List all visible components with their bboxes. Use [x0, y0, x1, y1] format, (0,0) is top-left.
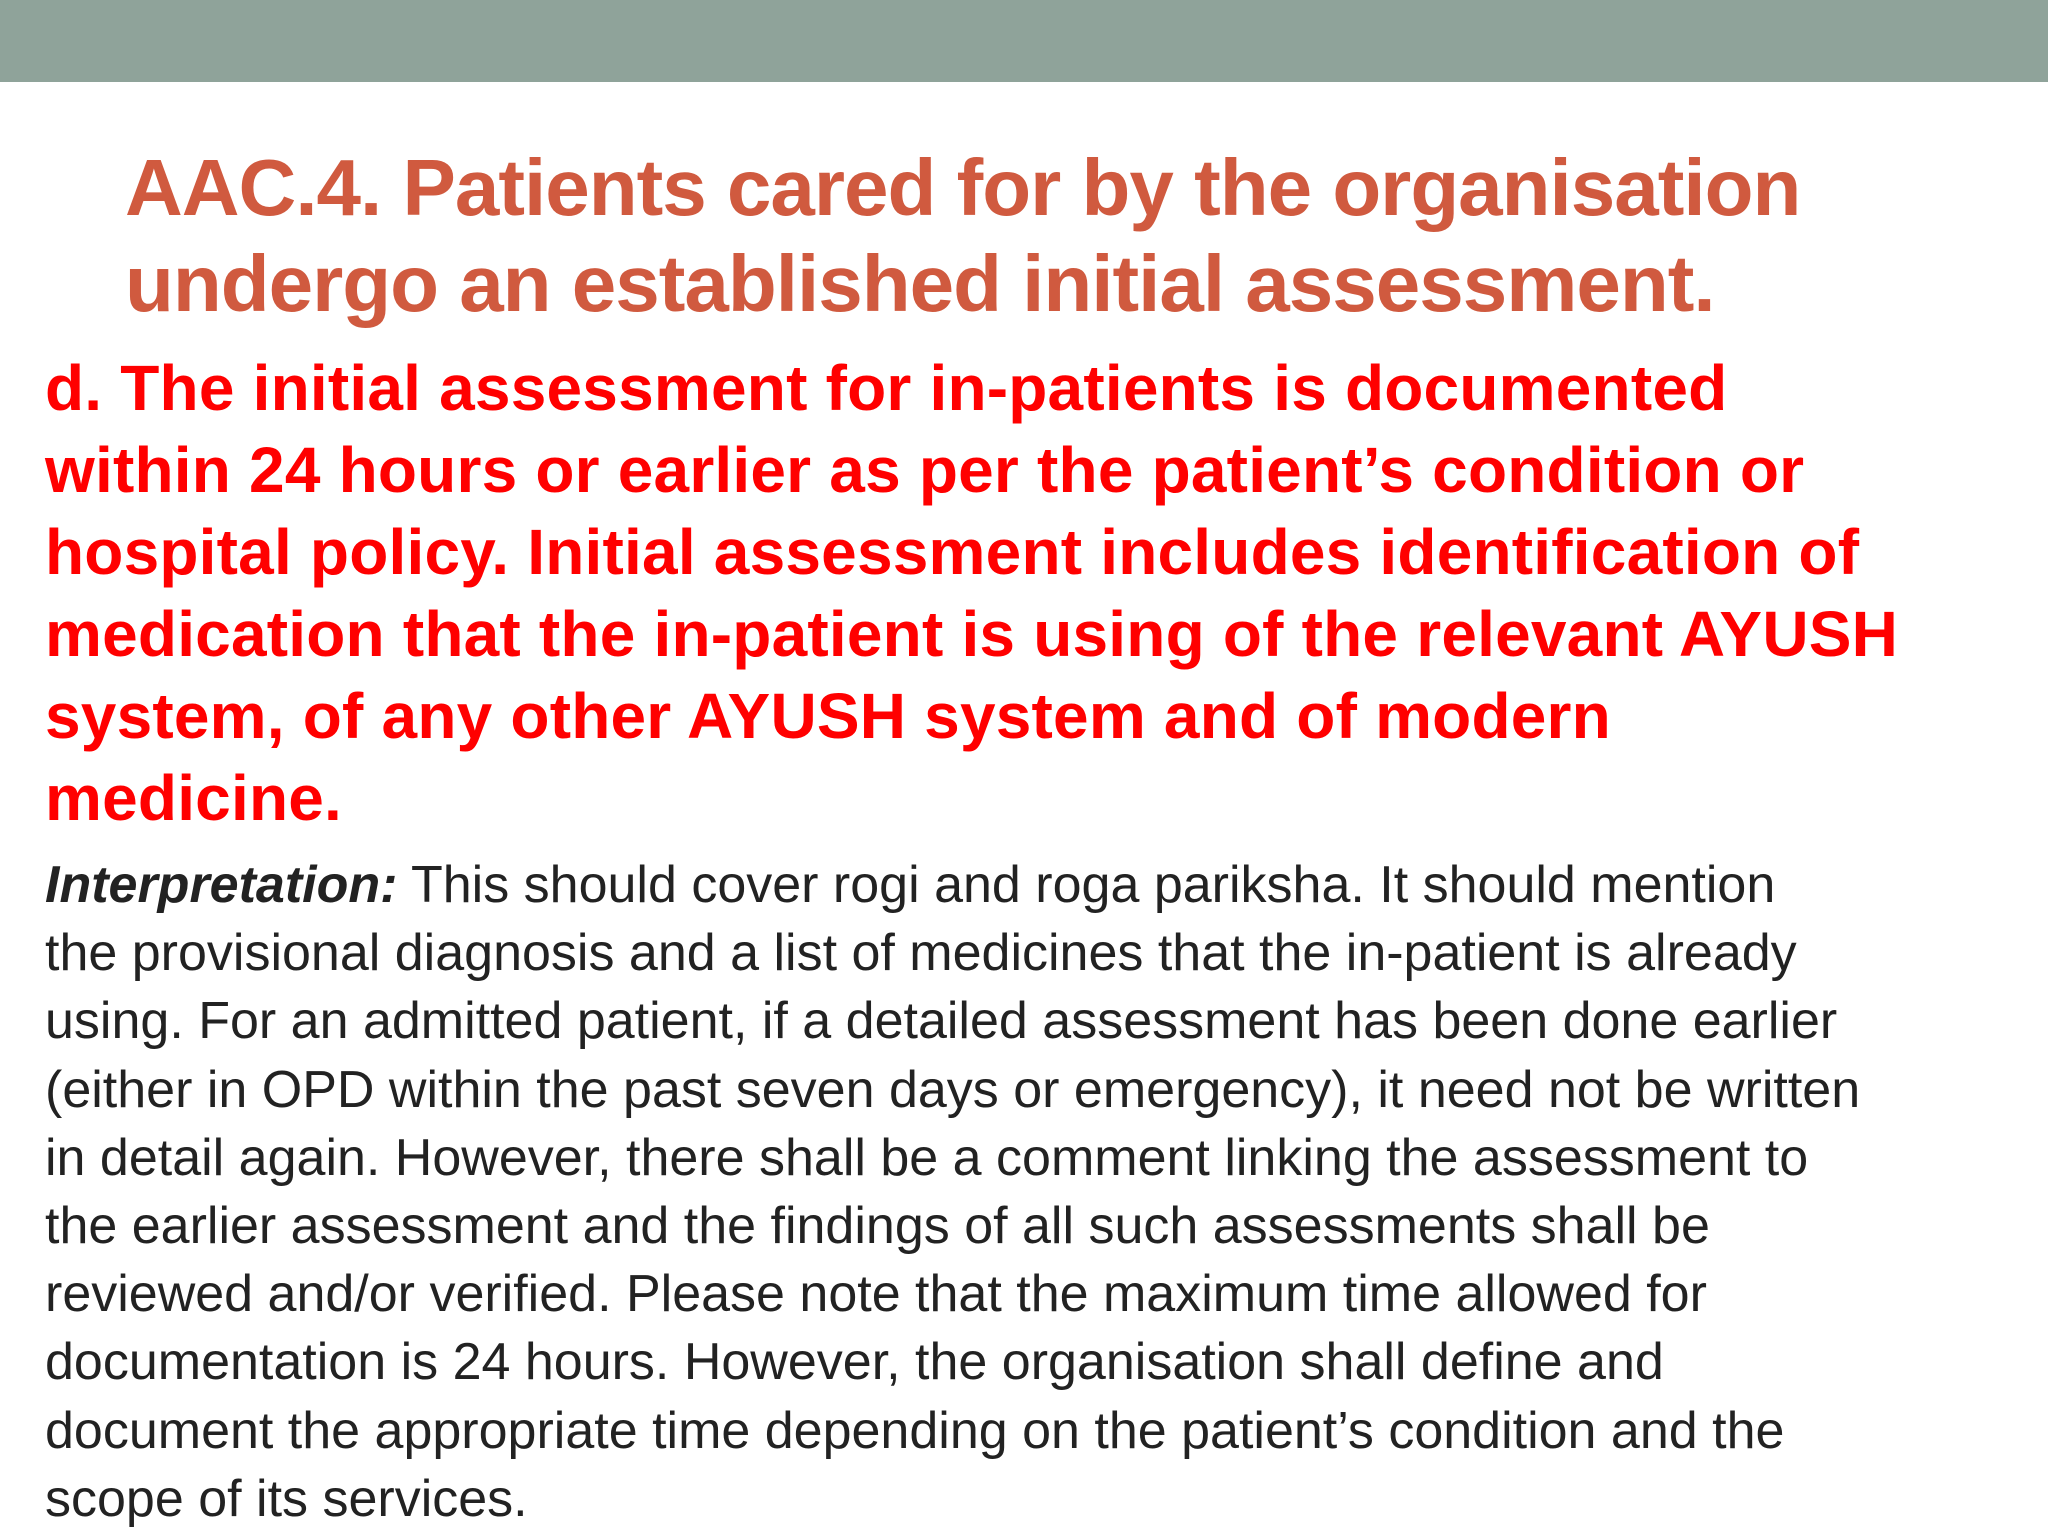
- interpretation-line: using. For an admitted patient, if a detailed assessment has been done earlier: [45, 992, 1838, 1051]
- top-bar: [0, 0, 2048, 82]
- interpretation-label: Interpretation:: [45, 856, 398, 914]
- slide-title: [125, 140, 1925, 332]
- standard-line: hospital policy. Initial assessment includes identification of: [45, 516, 1860, 588]
- standard-text: [45, 347, 2035, 839]
- interpretation-line: document the appropriate time depending on the patient’s condition and the: [45, 1401, 1785, 1460]
- standard-line: system, of any other AYUSH system and of modern: [45, 680, 1611, 752]
- interpretation-first-line: [45, 851, 2040, 919]
- interpretation-line: scope of its services.: [45, 1469, 528, 1528]
- interpretation-line: documentation is 24 hours. However, the organisation shall define and: [45, 1333, 1664, 1392]
- standard-line: d. The initial assessment for in-patients is documented: [45, 352, 1728, 424]
- slide-title-line: AAC.4. Patients cared for by the organisation: [125, 143, 1801, 232]
- interpretation-line: (either in OPD within the past seven days or emergency), it need not be written: [45, 1060, 1861, 1119]
- slide-title-line: undergo an established initial assessment.: [125, 239, 1715, 328]
- interpretation-text: [45, 851, 2040, 1533]
- interpretation-line: in detail again. However, there shall be a comment linking the assessment to: [45, 1128, 1809, 1187]
- standard-line: medication that the in-patient is using of the relevant AYUSH: [45, 598, 1899, 670]
- standard-line: within 24 hours or earlier as per the patient’s condition or: [45, 434, 1805, 506]
- interpretation-first-line-text: This should cover rogi and roga pariksha. It should mention: [397, 856, 1776, 914]
- interpretation-line: the provisional diagnosis and a list of medicines that the in-patient is already: [45, 924, 1797, 983]
- standard-line: medicine.: [45, 762, 343, 834]
- interpretation-line: reviewed and/or verified. Please note that the maximum time allowed for: [45, 1265, 1707, 1324]
- interpretation-line: the earlier assessment and the findings of all such assessments shall be: [45, 1197, 1710, 1256]
